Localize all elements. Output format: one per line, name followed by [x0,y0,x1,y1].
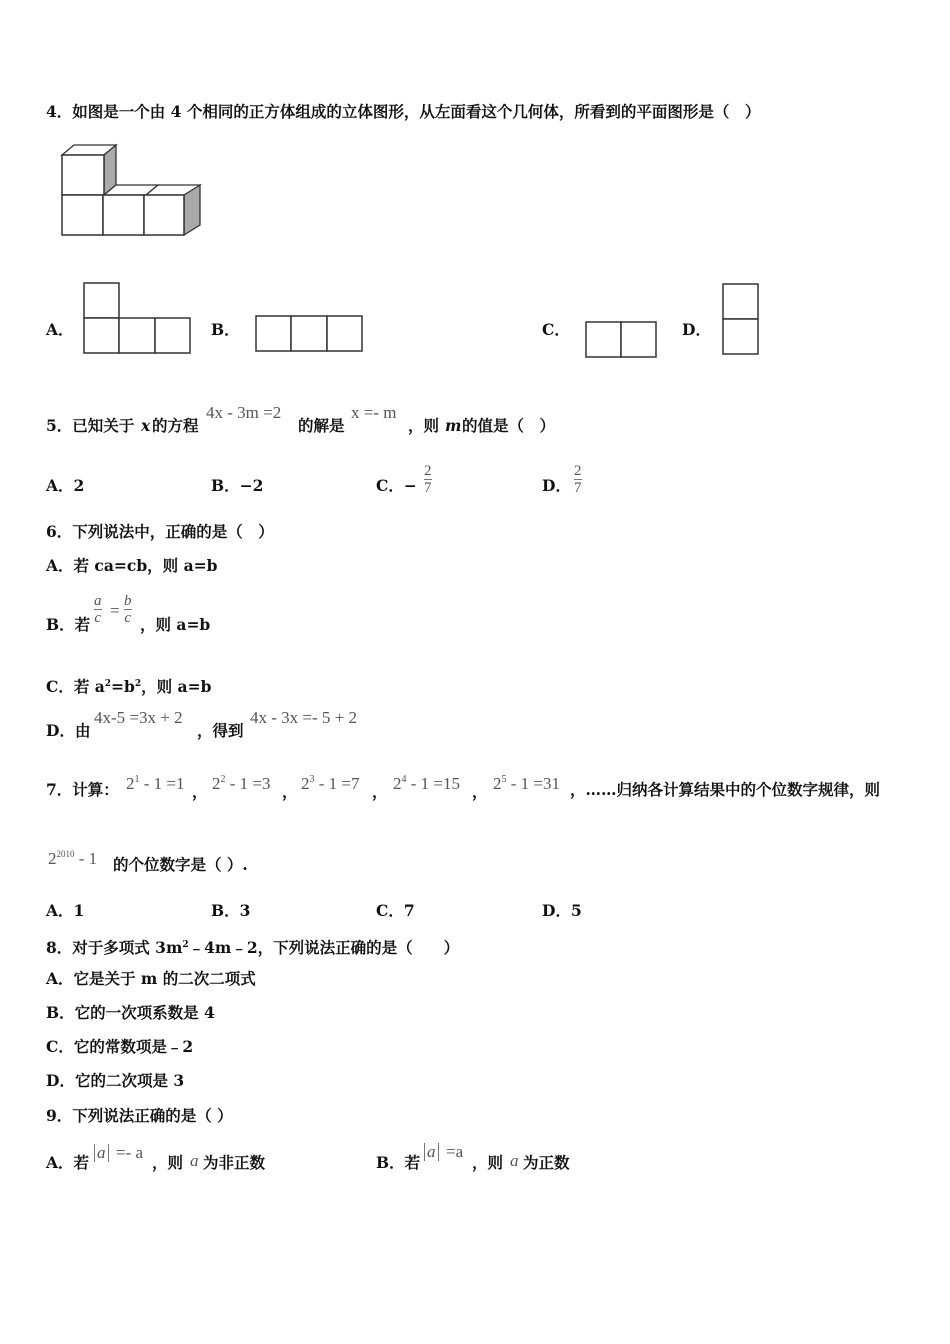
q7-stem-2: 的个位数字是（ ）. [113,855,248,874]
q6-option-a[interactable]: A．若 ca=cb，则 a=b [46,556,218,575]
q9-option-b-prefix[interactable]: B．若 [376,1153,421,1172]
q5-option-b[interactable]: B．−2 [211,476,264,495]
q8-stem: 8．对于多项式 $3m^2﹣4m﹣2$，下列说法正确的是（ ） [46,938,460,958]
q4-option-a-figure [84,283,192,355]
q4-option-b[interactable]: B． [211,320,240,339]
q7-expr-4: $2^4 - 1 =15$ [393,774,460,793]
q7-comma-4: ， [472,782,488,801]
q6-option-b-suffix: ，则 a=b [140,615,211,634]
q9-option-b-equation: =a [446,1142,464,1161]
q9-stem: 9．下列说法正确的是（ ） [46,1106,233,1125]
q4-stem: 4．如图是一个由 4 个相同的正方体组成的立体图形，从左面看这个几何体，所看到的平面图形是（ ） [46,102,761,121]
q9-option-b-abs: a [424,1142,439,1162]
q7-expr-5: $2^5 - 1 =31$ [493,774,560,793]
q9-option-b-var: a [510,1151,519,1170]
q5-option-c-fraction: 2 7 [424,463,432,496]
q6-option-d-equation-1: 4x-5 =3x + 2 [94,708,183,727]
q6-option-d-mid: ，得到 [197,721,244,740]
q8-option-b[interactable]: B．它的一次项系数是 4 [46,1003,215,1022]
q5-option-a[interactable]: A．2 [46,476,85,495]
q5-option-c[interactable]: C．− [376,476,417,495]
q9-option-a-mid: ，则 [152,1153,184,1172]
q7-option-d[interactable]: D．5 [542,901,582,920]
q5-solution-label: 的解是 [298,416,345,435]
q8-option-a[interactable]: A．它是关于 m 的二次二项式 [46,969,256,988]
q9-option-a-var: a [190,1151,199,1170]
q5-variable-m: m [445,416,462,435]
q4-option-c[interactable]: C． [542,320,570,339]
q6-option-b-fraction-left: a c [94,593,102,626]
q4-option-c-figure [586,322,658,359]
q7-option-c[interactable]: C．7 [376,901,415,920]
q5-stem-suffix-1: ，则 [408,416,440,435]
q6-option-b-fraction-right: b c [124,593,132,626]
q5-equation: 4x - 3m =2 [206,403,282,422]
q6-option-c[interactable]: C．若 $a^2=b^2$，则 a=b [46,677,212,697]
q7-comma-2: ， [282,782,298,801]
q4-solid-figure [60,145,205,240]
q9-option-b-mid: ，则 [472,1153,504,1172]
q5-option-d-fraction: 2 7 [574,463,582,496]
q5-stem-mid: 的方程 [152,416,199,435]
q8-option-d[interactable]: D．它的二次项是 3 [46,1071,185,1090]
q4-option-d[interactable]: D． [682,320,711,339]
q4-option-b-figure [256,316,364,353]
q7-option-b[interactable]: B．3 [211,901,251,920]
q9-option-a-equation: =- a [116,1143,144,1162]
q6-option-b-equals: = [110,601,120,620]
q5-variable-x: x [141,416,151,435]
q6-option-d-prefix[interactable]: D．由 [46,721,91,740]
q7-stem-prefix: 7．计算： [46,780,119,799]
q9-option-b-suffix: 为正数 [523,1153,570,1172]
q7-expr-3: $2^3 - 1 =7$ [301,774,360,793]
q9-option-a-abs: a [94,1143,109,1163]
q9-option-a-suffix: 为非正数 [203,1153,266,1172]
q7-comma-1: ， [192,782,208,801]
q8-option-c[interactable]: C．它的常数项是﹣2 [46,1037,194,1056]
q6-stem: 6．下列说法中，正确的是（ ） [46,522,274,541]
q9-option-a-prefix[interactable]: A．若 [46,1153,90,1172]
q7-comma-3: ， [372,782,388,801]
q4-option-a[interactable]: A． [46,320,74,339]
q5-solution: x =- m [351,403,397,422]
q7-stem-suffix: ，……归纳各计算结果中的个位数字规律，则 [570,780,881,799]
q7-expr-2010: $2^{2010} - 1$ [48,849,98,868]
q7-expr-2: $2^2 - 1 =3$ [212,774,271,793]
q4-option-d-figure [723,284,760,356]
q7-option-a[interactable]: A．1 [46,901,85,920]
q5-stem-suffix-2: 的值是（ ） [462,416,556,435]
q7-expr-1: $2^1 - 1 =1$ [126,774,185,793]
q5-option-d[interactable]: D． [542,476,571,495]
q6-option-b-prefix[interactable]: B．若 [46,615,91,634]
q5-stem-prefix: 5．已知关于 [46,416,135,435]
q6-option-d-equation-2: 4x - 3x =- 5 + 2 [250,708,357,727]
